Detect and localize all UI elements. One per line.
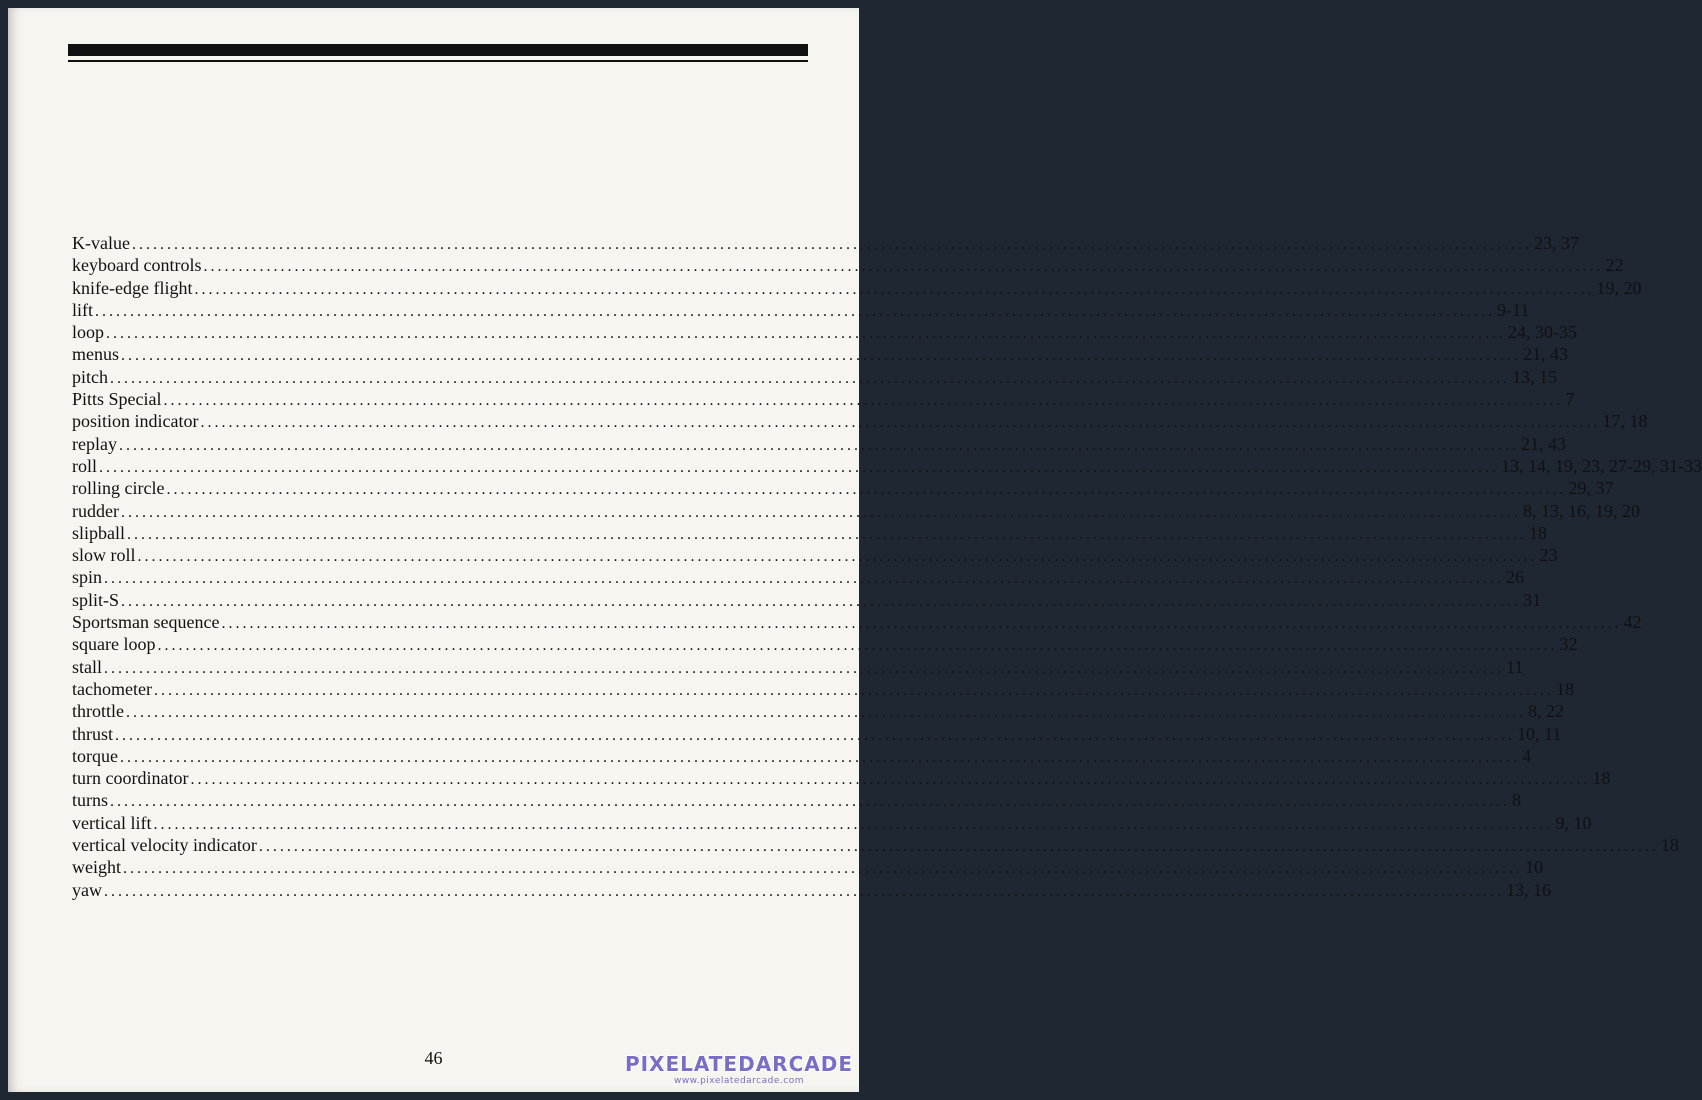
dot-leader: ........................................................................................................................................................................................................ <box>106 325 1507 343</box>
index-entry <box>72 299 1530 321</box>
index-term: throttle <box>72 701 124 722</box>
index-term: replay <box>72 433 117 454</box>
index-entry <box>72 633 1578 655</box>
index-term: weight <box>72 857 121 878</box>
header-rule-thick <box>68 44 808 56</box>
index-pages: 42 <box>1623 612 1642 633</box>
index-entry <box>72 678 1574 700</box>
index-entry <box>72 232 1579 254</box>
watermark <box>625 1052 853 1086</box>
index-list <box>72 232 1702 901</box>
index-term: slow roll <box>72 545 136 566</box>
dot-leader: ........................................................................................................................................................................................................ <box>166 481 1567 499</box>
dot-leader: ........................................................................................................................................................................................................ <box>153 815 1554 833</box>
dot-leader: ........................................................................................................................................................................................................ <box>194 280 1595 298</box>
index-entry <box>72 254 1624 276</box>
index-pages: 31 <box>1523 589 1542 610</box>
index-entry <box>72 745 1531 767</box>
index-pages: 8, 22 <box>1528 701 1564 722</box>
index-term: rolling circle <box>72 478 165 499</box>
dot-leader: ........................................................................................................................................................................................................ <box>200 414 1601 432</box>
index-pages: 22 <box>1605 255 1624 276</box>
watermark-url: www.pixelatedarcade.com <box>673 1076 804 1086</box>
index-term: lift <box>72 299 93 320</box>
index-term: square loop <box>72 634 156 655</box>
dot-leader: ........................................................................................................................................................................................................ <box>115 726 1516 744</box>
index-term: split-S <box>72 589 120 610</box>
watermark-logo: PIXELATEDARCADE <box>624 1052 853 1076</box>
index-term: Pitts Special <box>72 389 162 410</box>
index-term: turns <box>72 790 108 811</box>
dot-leader: ........................................................................................................................................................................................................ <box>157 637 1558 655</box>
dot-leader: ........................................................................................................................................................................................................ <box>131 236 1532 253</box>
dot-leader: ........................................................................................................................................................................................................ <box>121 347 1521 365</box>
index-pages: 32 <box>1559 634 1578 655</box>
index-term: keyboard controls <box>72 255 202 276</box>
index-entry <box>72 277 1642 299</box>
index-entry <box>72 812 1592 834</box>
index-pages: 8, 13, 16, 19, 20 <box>1522 500 1640 521</box>
index-term: spin <box>72 567 103 588</box>
index-term: roll <box>72 455 97 476</box>
index-entry <box>72 566 1525 588</box>
index-pages: 21, 43 <box>1520 433 1566 454</box>
dot-leader: ........................................................................................................................................................................................................ <box>123 860 1523 878</box>
dot-leader: ........................................................................................................................................................................................................ <box>110 793 1510 811</box>
index-term: stall <box>72 656 102 677</box>
index-entry <box>72 477 1614 499</box>
index-term: menus <box>72 344 119 365</box>
index-pages: 9, 10 <box>1555 812 1592 833</box>
index-pages: 18 <box>1592 768 1611 789</box>
index-term: position indicator <box>72 411 199 432</box>
index-entry <box>72 856 1543 878</box>
index-pages: 13, 16 <box>1506 879 1551 900</box>
index-term: knife-edge flight <box>72 277 193 298</box>
index-entry <box>72 700 1564 722</box>
dot-leader: ........................................................................................................................................................................................................ <box>99 458 1499 476</box>
index-term: yaw <box>72 879 102 900</box>
dot-leader: ........................................................................................................................................................................................................ <box>118 436 1519 454</box>
index-pages: 18 <box>1529 522 1547 543</box>
index-term: Sportsman sequence <box>72 612 220 633</box>
index-entry <box>72 366 1557 388</box>
index-entry <box>72 410 1648 432</box>
dot-leader: ........................................................................................................................................................................................................ <box>104 659 1504 677</box>
dot-leader: ........................................................................................................................................................................................................ <box>127 525 1527 543</box>
dot-leader: ........................................................................................................................................................................................................ <box>203 258 1604 276</box>
dot-leader: ........................................................................................................................................................................................................ <box>121 592 1522 610</box>
dot-leader: ........................................................................................................................................................................................................ <box>120 503 1521 521</box>
index-entry <box>72 767 1611 789</box>
dot-leader: ........................................................................................................................................................................................................ <box>221 615 1622 633</box>
dot-leader: ........................................................................................................................................................................................................ <box>163 392 1564 410</box>
index-term: vertical velocity indicator <box>72 835 257 856</box>
dot-leader: ........................................................................................................................................................................................................ <box>153 681 1554 699</box>
index-pages: 10, 11 <box>1517 723 1562 744</box>
header-rule-thin <box>68 60 808 62</box>
index-entry <box>72 388 1575 410</box>
dot-leader: ........................................................................................................................................................................................................ <box>126 704 1526 722</box>
dot-leader: ........................................................................................................................................................................................................ <box>119 748 1520 766</box>
dot-leader: ........................................................................................................................................................................................................ <box>104 882 1504 900</box>
index-term: loop <box>72 322 105 343</box>
index-entry <box>72 589 1542 611</box>
index-term: torque <box>72 745 118 766</box>
index-entry <box>72 500 1640 522</box>
index-term: rudder <box>72 500 119 521</box>
index-entry <box>72 879 1551 901</box>
index-pages: 23, 37 <box>1533 233 1579 253</box>
index-pages: 18 <box>1660 835 1679 856</box>
index-pages: 13, 14, 19, 23, 27-29, 31-33 <box>1501 455 1702 476</box>
index-pages: 9-11 <box>1497 299 1530 320</box>
dot-leader: ........................................................................................................................................................................................................ <box>190 771 1591 789</box>
index-entry <box>72 723 1562 745</box>
index-term: thrust <box>72 723 114 744</box>
index-term: pitch <box>72 366 108 387</box>
index-pages: 23 <box>1539 545 1558 566</box>
dot-leader: ........................................................................................................................................................................................................ <box>258 838 1659 856</box>
dot-leader: ........................................................................................................................................................................................................ <box>137 548 1538 566</box>
index-pages: 26 <box>1506 567 1525 588</box>
dot-leader: ........................................................................................................................................................................................................ <box>104 570 1505 588</box>
dot-leader: ........................................................................................................................................................................................................ <box>110 369 1510 387</box>
index-entry <box>72 455 1702 477</box>
index-term: slipball <box>72 522 125 543</box>
dot-leader: ........................................................................................................................................................................................................ <box>95 302 1495 320</box>
index-pages: 19, 20 <box>1596 277 1642 298</box>
index-pages: 24, 30-35 <box>1508 322 1578 343</box>
index-pages: 8 <box>1512 790 1521 811</box>
page-number: 46 <box>424 1048 443 1068</box>
index-pages: 18 <box>1555 678 1574 699</box>
index-term: vertical lift <box>72 812 152 833</box>
index-pages: 4 <box>1521 745 1531 766</box>
index-entry <box>72 343 1568 365</box>
index-entry <box>72 834 1679 856</box>
index-entry <box>72 433 1566 455</box>
index-entry <box>72 544 1558 566</box>
index-pages: 13, 15 <box>1512 366 1557 387</box>
manual-page <box>8 8 1702 1092</box>
index-pages: 7 <box>1565 389 1575 410</box>
index-pages: 17, 18 <box>1602 411 1648 432</box>
index-term: K-value <box>72 233 130 253</box>
index-entry <box>72 321 1578 343</box>
index-term: tachometer <box>72 678 152 699</box>
index-entry <box>72 789 1521 811</box>
index-pages: 29, 37 <box>1568 478 1614 499</box>
index-entry <box>72 522 1547 544</box>
index-entry <box>72 656 1524 678</box>
index-pages: 11 <box>1506 656 1524 677</box>
index-term: turn coordinator <box>72 768 189 789</box>
index-entry <box>72 611 1642 633</box>
index-pages: 10 <box>1525 857 1543 878</box>
index-pages: 21, 43 <box>1523 344 1568 365</box>
